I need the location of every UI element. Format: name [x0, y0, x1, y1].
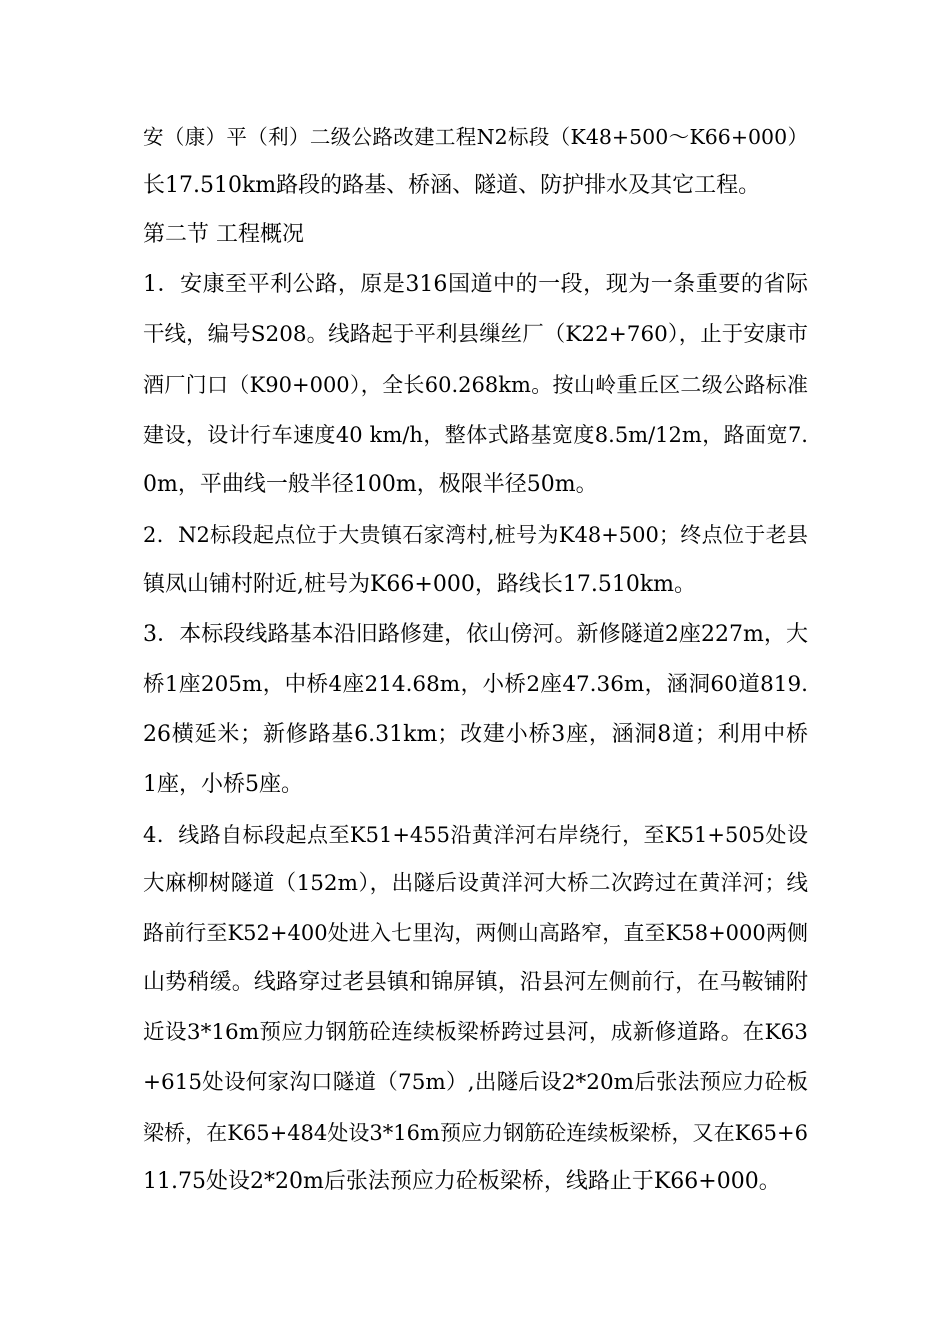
section-heading: 第二节 工程概况 — [143, 222, 304, 247]
text-line: 桥1座205m，中桥4座214.68m，小桥2座47.36m，涵洞60道819. — [143, 672, 808, 697]
text-line: 酒厂门口（K90+000），全长60.268km。按山岭重丘区二级公路标准 — [143, 373, 808, 397]
text-line: 4．线路自标段起点至K51+455沿黄洋河右岸绕行，至K51+505处设 — [143, 823, 808, 847]
text-line: 大麻柳树隧道（152m），出隧后设黄洋河大桥二次跨过在黄洋河；线 — [143, 871, 808, 896]
text-line: 近设3*16m预应力钢筋砼连续板梁桥跨过县河，成新修道路。在K63 — [143, 1020, 808, 1045]
text-line: 长17.510km路段的路基、桥涵、隧道、防护排水及其它工程。 — [143, 173, 761, 198]
text-line: 干线，编号S208。线路起于平利县缫丝厂（K22+760），止于安康市 — [143, 322, 808, 347]
text-line: 建设，设计行车速度40 km/h，整体式路基宽度8.5m/12m，路面宽7. — [143, 423, 808, 447]
text-line: 镇凤山铺村附近,桩号为K66+000，路线长17.510km。 — [143, 572, 697, 597]
text-line: +615处设何家沟口隧道（75m）,出隧后设2*20m后张法预应力砼板 — [143, 1070, 808, 1095]
text-line: 2．N2标段起点位于大贵镇石家湾村,桩号为K48+500；终点位于老县 — [143, 523, 808, 547]
text-line: 梁桥，在K65+484处设3*16m预应力钢筋砼连续板梁桥，又在K65+6 — [143, 1121, 808, 1145]
text-line: 11.75处设2*20m后张法预应力砼板梁桥，线路止于K66+000。 — [143, 1169, 781, 1194]
text-line: 1座，小桥5座。 — [143, 772, 303, 797]
text-line: 安（康）平（利）二级公路改建工程N2标段（K48+500～K66+000） — [143, 125, 808, 149]
text-line: 山势稍缓。线路穿过老县镇和锦屏镇，沿县河左侧前行，在马鞍铺附 — [143, 970, 808, 995]
text-line: 26横延米；新修路基6.31km；改建小桥3座，涵洞8道；利用中桥 — [143, 722, 808, 747]
text-line: 路前行至K52+400处进入七里沟，两侧山高路窄，直至K58+000两侧 — [143, 921, 808, 945]
text-line: 1．安康至平利公路，原是316国道中的一段，现为一条重要的省际 — [143, 272, 808, 297]
text-line: 3．本标段线路基本沿旧路修建，依山傍河。新修隧道2座227m，大 — [143, 622, 808, 647]
text-line: 0m，平曲线一般半径100m，极限半径50m。 — [143, 472, 598, 497]
